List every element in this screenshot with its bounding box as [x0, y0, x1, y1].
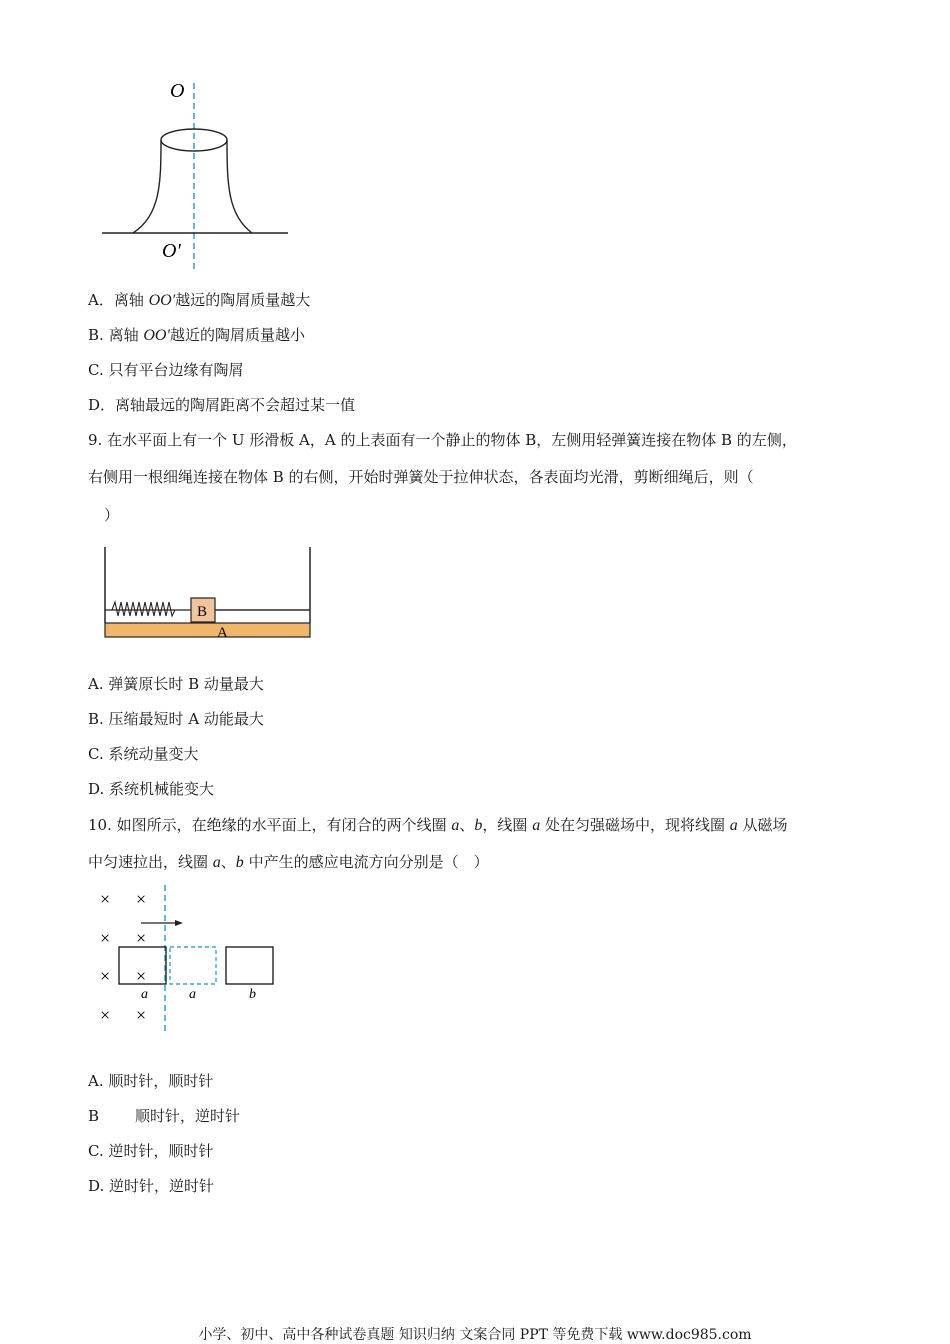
q10-stem-line1: 10. 如图所示，在绝缘的水平面上，有闭合的两个线圈 a、b，线圈 a 处在匀强磁场中，现将线圈 a 从磁场 — [88, 816, 788, 834]
coil-a-moved — [170, 947, 216, 984]
q9-stem-line3: ） — [104, 506, 120, 524]
field-cross: × — [100, 966, 111, 986]
q9-option-c: C. 系统动量变大 — [88, 745, 199, 763]
q9-stem-line1: 9. 在水平面上有一个 U 形滑板 A，A 的上表面有一个静止的物体 B，左侧用轻弹簧连接在物体 B 的左侧， — [88, 431, 797, 449]
board-a — [105, 623, 310, 637]
q8-option-d: D．离轴最远的陶屑距离不会超过某一值 — [88, 396, 356, 414]
field-cross: × — [136, 928, 147, 948]
coil-b-label: b — [249, 987, 256, 1002]
board-a-label: A — [217, 625, 228, 641]
page-footer: 小学、初中、高中各种试卷真题 知识归纳 文案合同 PPT 等免费下载 www.doc985.com — [198, 1327, 752, 1343]
q10-option-c: C. 逆时针，顺时针 — [88, 1142, 214, 1160]
q10-stem-line2: 中匀速拉出，线圈 a、b 中产生的感应电流方向分别是（ ） — [88, 853, 489, 871]
q9-option-a: A. 弹簧原长时 B 动量最大 — [88, 675, 264, 693]
coil-a-label: a — [141, 987, 148, 1002]
block-b-label: B — [197, 604, 208, 620]
figure-u-board — [100, 542, 310, 642]
q8-option-a: A．离轴 OO′越远的陶屑质量越大 — [88, 291, 311, 309]
spring — [105, 602, 191, 616]
coil-b — [226, 947, 273, 984]
field-cross: × — [136, 966, 147, 986]
figure-pottery-wheel — [100, 75, 300, 275]
axis-label-bottom: O′ — [162, 240, 181, 262]
q9-option-d: D. 系统机械能变大 — [88, 780, 215, 798]
axis-label-top: O — [170, 80, 185, 102]
coil-a-moved-label: a — [189, 987, 196, 1002]
q10-option-d: D. 逆时针，逆时针 — [88, 1177, 215, 1195]
q10-option-b: B 顺时针，逆时针 — [88, 1107, 241, 1125]
q9-stem-line2: 右侧用一根细绳连接在物体 B 的右侧，开始时弹簧处于拉伸状态，各表面均光滑，剪断细绳后，则（ — [88, 468, 754, 486]
q10-option-a: A. 顺时针，顺时针 — [88, 1072, 214, 1090]
field-cross: × — [100, 1005, 111, 1025]
q9-option-b: B. 压缩最短时 A 动能最大 — [88, 710, 264, 728]
q8-option-c: C. 只有平台边缘有陶屑 — [88, 361, 244, 379]
figure-magnetic-field — [95, 885, 285, 1035]
field-cross: × — [100, 889, 111, 909]
vessel-left-side — [133, 140, 161, 233]
velocity-arrowhead — [175, 920, 183, 926]
vessel-right-side — [227, 140, 252, 233]
q8-option-b: B. 离轴 OO′越近的陶屑质量越小 — [88, 326, 305, 344]
field-cross: × — [100, 928, 111, 948]
field-cross: × — [136, 889, 147, 909]
field-cross: × — [136, 1005, 147, 1025]
